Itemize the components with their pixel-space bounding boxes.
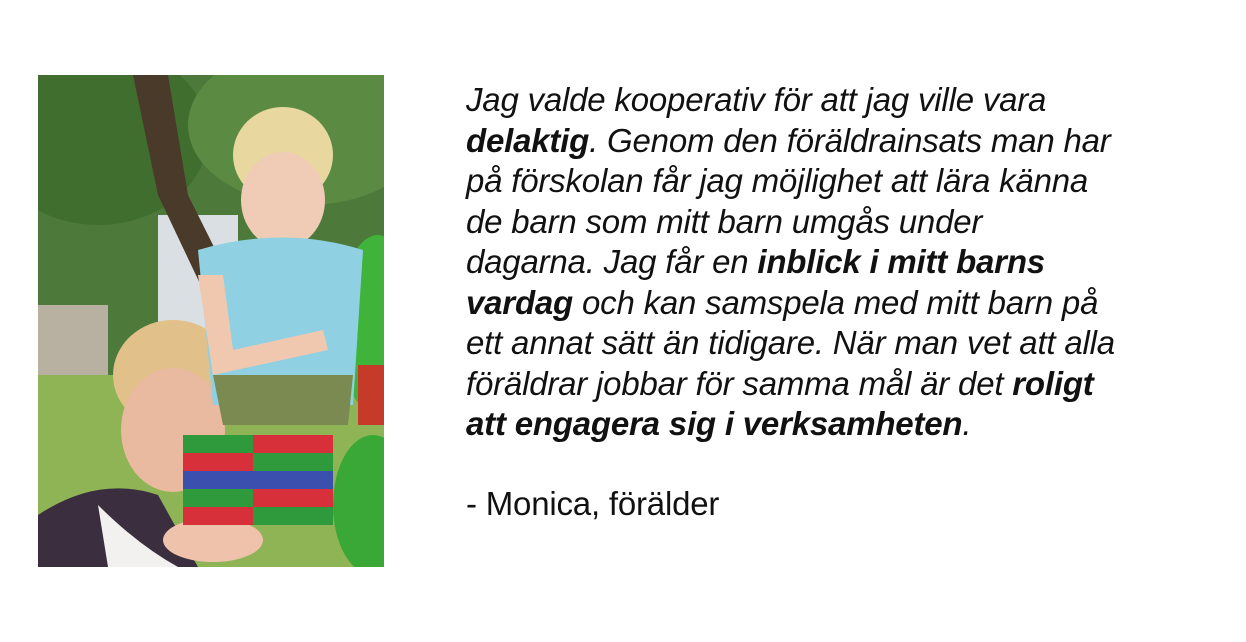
quote-line (466, 121, 1236, 162)
quote-emphasis: delaktig (466, 121, 590, 159)
quote-line (466, 161, 1236, 202)
testimonial (466, 80, 1236, 524)
testimonial-photo (38, 75, 384, 567)
quote-emphasis: vardag (466, 283, 574, 321)
quote-text: ett annat sätt än tidigare. När man vet att alla (466, 324, 1115, 361)
quote-emphasis: att engagera sig i verksamheten (466, 405, 963, 442)
quote-text: föräldrar jobbar för samma mål är det (466, 364, 1013, 402)
quote-text: . (962, 405, 972, 442)
testimonial-quote (466, 80, 1236, 445)
quote-line (466, 242, 1236, 283)
quote-text: de barn som mitt barn umgås under (466, 202, 983, 240)
quote-text: . Genom den föräldrainsats man har (589, 121, 1111, 159)
quote-text: och kan samspela med mitt barn på (573, 283, 1099, 321)
quote-line (466, 404, 1236, 445)
quote-text: på förskolan får jag möjlighet att lära känna (466, 162, 1089, 199)
quote-line (466, 202, 1236, 243)
quote-emphasis: inblick i mitt barns (757, 243, 1045, 280)
quote-line (466, 80, 1236, 121)
testimonial-author: - Monica, förälder (466, 484, 720, 522)
quote-line (466, 364, 1236, 405)
quote-text: Jag valde kooperativ för att jag ville vara (466, 81, 1047, 118)
quote-emphasis: roligt (1012, 364, 1094, 402)
quote-line (466, 283, 1236, 324)
quote-text: dagarna. Jag får en (466, 243, 758, 280)
photo-parent-and-child-icon (38, 75, 384, 567)
quote-line (466, 323, 1236, 364)
